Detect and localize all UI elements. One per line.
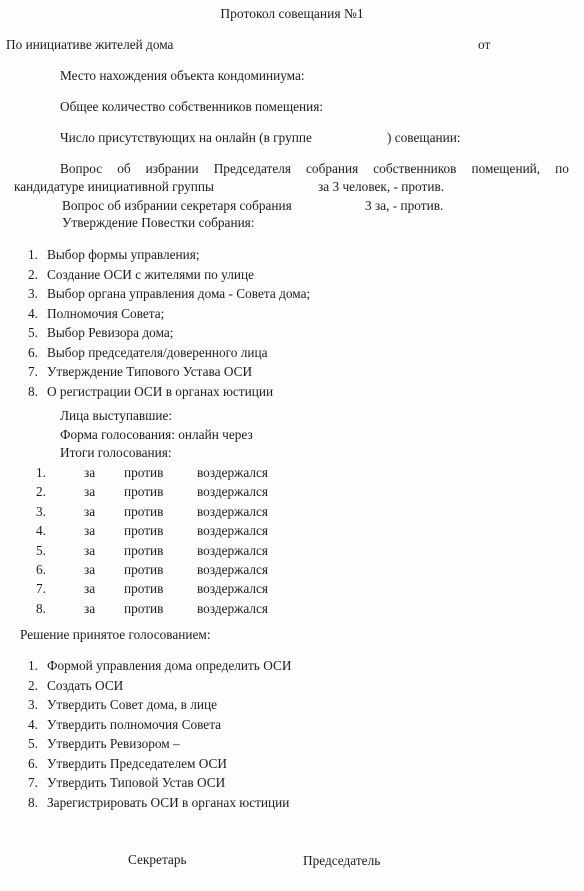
row-number: 5. xyxy=(36,542,46,558)
item-text: Утвердить Ревизором – xyxy=(47,736,180,751)
table-row xyxy=(36,523,268,542)
word: собственников xyxy=(373,161,457,176)
vote-abstain: воздержался xyxy=(197,465,269,480)
item-text: Полномочия Совета; xyxy=(47,305,165,321)
list-item xyxy=(17,364,310,384)
vote-for: за xyxy=(84,600,96,616)
table-row xyxy=(36,465,268,484)
present-line: Число присутствующих на онлайн (в группе xyxy=(60,130,312,145)
item-text: Утвердить полномочия Совета xyxy=(47,716,222,732)
item-number: 6. xyxy=(28,344,38,360)
vote-against: против xyxy=(124,484,164,500)
item-text: Утвердить Совет дома, в лице xyxy=(47,697,218,712)
word: помещений, xyxy=(471,161,541,176)
vote-for: за xyxy=(84,503,96,519)
secretary-election-line: Вопрос об избрании секретаря собрания xyxy=(62,198,292,213)
present-line-end: ) совещании: xyxy=(387,130,461,145)
row-number: 7. xyxy=(36,581,46,597)
item-text: Выбор председателя/доверенного лица xyxy=(47,344,268,360)
vote-for: за xyxy=(84,484,96,500)
word: собрания xyxy=(306,161,359,176)
vote-for: за xyxy=(84,561,96,577)
item-number: 6. xyxy=(28,755,38,771)
vote-against: против xyxy=(124,465,164,480)
chairman-election-line2: кандидатуре инициативной группы xyxy=(14,179,214,194)
list-item xyxy=(17,756,291,776)
item-text: Выбор Ревизора дома; xyxy=(47,325,174,340)
vote-against: против xyxy=(124,581,164,597)
item-number: 7. xyxy=(28,775,38,790)
initiative-from: от xyxy=(478,37,491,52)
owners-total-line: Общее количество собственников помещения: xyxy=(60,99,324,114)
decision-heading: Решение принятое голосованием: xyxy=(20,627,211,642)
table-row xyxy=(36,601,268,620)
vote-against: против xyxy=(124,523,164,539)
item-number: 2. xyxy=(28,266,38,282)
chairman-election-votes: за 3 человек, - против. xyxy=(318,179,445,194)
table-row xyxy=(36,562,268,581)
item-text: Выбор органа управления дома - Совета дома; xyxy=(47,286,311,301)
row-number: 4. xyxy=(36,523,46,539)
item-text: Утверждение Типового Устава ОСИ xyxy=(47,364,253,379)
item-text: Формой управления дома определить ОСИ xyxy=(47,658,292,673)
initiative-line: По инициативе жителей дома xyxy=(6,37,174,52)
item-number: 5. xyxy=(28,736,38,751)
word: по xyxy=(555,161,569,176)
agenda-list xyxy=(17,247,310,403)
item-number: 8. xyxy=(28,383,38,399)
row-number: 3. xyxy=(36,503,46,519)
word: избрании xyxy=(145,161,199,176)
chairman-signature-label: Председатель xyxy=(303,853,381,868)
item-number: 2. xyxy=(28,677,38,693)
vote-abstain: воздержался xyxy=(197,542,269,558)
list-item xyxy=(17,717,291,737)
word: Вопрос xyxy=(60,161,103,176)
list-item xyxy=(17,345,310,365)
item-text: Утвердить Председателем ОСИ xyxy=(47,755,227,771)
vote-against: против xyxy=(124,542,164,558)
item-text: О регистрации ОСИ в органах юстиции xyxy=(47,383,274,399)
vote-for: за xyxy=(84,523,96,539)
item-number: 3. xyxy=(28,286,38,301)
vote-for: за xyxy=(84,465,96,480)
list-item xyxy=(17,325,310,345)
item-number: 7. xyxy=(28,364,38,379)
vote-abstain: воздержался xyxy=(197,600,269,616)
item-text: Создать ОСИ xyxy=(47,677,124,693)
list-item xyxy=(17,795,291,815)
secretary-signature-label: Секретарь xyxy=(128,852,187,867)
secretary-election-votes: 3 за, - против. xyxy=(365,198,444,213)
list-item xyxy=(17,286,310,306)
list-item xyxy=(17,697,291,717)
row-number: 6. xyxy=(36,561,46,577)
item-number: 8. xyxy=(28,794,38,810)
vote-abstain: воздержался xyxy=(197,561,269,577)
item-number: 3. xyxy=(28,697,38,712)
list-item xyxy=(17,247,310,267)
item-number: 1. xyxy=(28,247,38,262)
decision-list xyxy=(17,658,291,814)
word: об xyxy=(117,161,131,176)
vote-against: против xyxy=(124,503,164,519)
list-item xyxy=(17,658,291,678)
vote-abstain: воздержался xyxy=(197,581,269,597)
voting-form-line: Форма голосования: онлайн через xyxy=(60,427,253,442)
table-row xyxy=(36,484,268,503)
vote-abstain: воздержался xyxy=(197,523,269,539)
item-number: 4. xyxy=(28,305,38,321)
speakers-line: Лица выступавшие: xyxy=(60,408,173,423)
vote-abstain: воздержался xyxy=(197,484,269,500)
row-number: 8. xyxy=(36,600,46,616)
item-text: Зарегистрировать ОСИ в органах юстиции xyxy=(47,794,290,810)
chairman-election-line1 xyxy=(60,161,569,177)
location-line: Место нахождения объекта кондоминиума: xyxy=(60,68,305,83)
item-text: Выбор формы управления; xyxy=(47,247,200,262)
vote-abstain: воздержался xyxy=(197,503,269,519)
word: Председателя xyxy=(213,161,292,176)
table-row xyxy=(36,504,268,523)
vote-for: за xyxy=(84,581,96,597)
item-number: 1. xyxy=(28,658,38,673)
voting-results-table xyxy=(36,465,268,620)
item-text: Создание ОСИ с жителями по улице xyxy=(47,266,254,282)
table-row xyxy=(36,581,268,600)
list-item xyxy=(17,267,310,287)
list-item xyxy=(17,736,291,756)
item-text: Утвердить Типовой Устав ОСИ xyxy=(47,775,226,790)
document-title: Протокол совещания №1 xyxy=(220,6,364,21)
results-heading: Итоги голосования: xyxy=(60,445,172,460)
vote-against: против xyxy=(124,561,164,577)
list-item xyxy=(17,678,291,698)
list-item xyxy=(17,306,310,326)
list-item xyxy=(17,775,291,795)
vote-for: за xyxy=(84,542,96,558)
item-number: 5. xyxy=(28,325,38,340)
agenda-approval-heading: Утверждение Повестки собрания: xyxy=(62,215,255,230)
row-number: 2. xyxy=(36,484,46,500)
list-item xyxy=(17,384,310,404)
item-number: 4. xyxy=(28,716,38,732)
table-row xyxy=(36,543,268,562)
vote-against: против xyxy=(124,600,164,616)
row-number: 1. xyxy=(36,465,46,480)
